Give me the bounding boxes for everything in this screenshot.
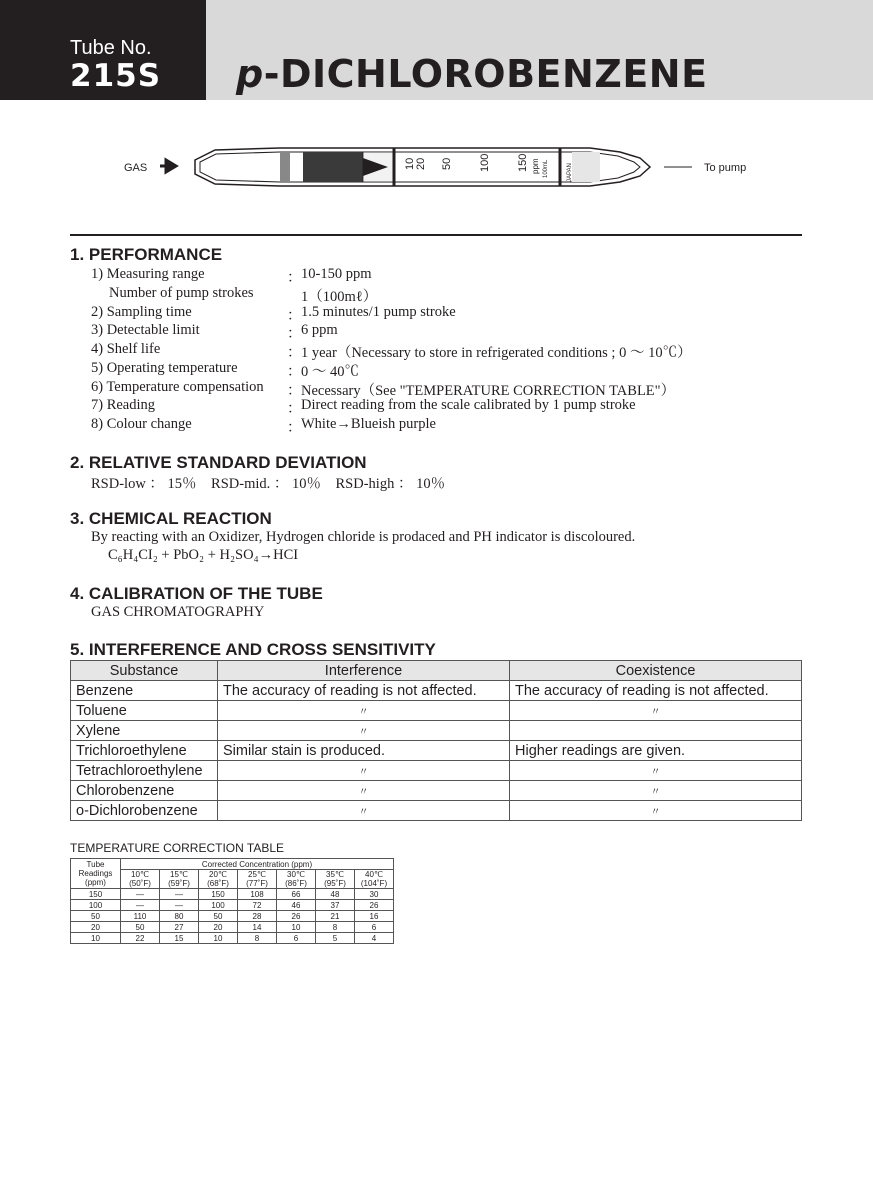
value-cell: 50 xyxy=(121,922,160,933)
value-cell: 22 xyxy=(121,933,160,944)
performance-label: Number of pump strokes xyxy=(109,285,254,301)
interference-cell: Similar stain is produced. xyxy=(218,741,510,761)
substance-cell: Toluene xyxy=(71,701,218,721)
value-cell: 46 xyxy=(277,900,316,911)
value-cell: 30 xyxy=(355,889,394,900)
interference-cell: 〃 xyxy=(218,761,510,781)
value-cell: 150 xyxy=(199,889,238,900)
gas-arrow-icon xyxy=(160,160,176,172)
colon: ： xyxy=(287,308,302,324)
value-cell: 26 xyxy=(277,911,316,922)
table-row xyxy=(71,761,802,781)
performance-label: 6) Temperature compensation xyxy=(91,379,264,395)
value-cell: 110 xyxy=(121,911,160,922)
coexistence-cell: 〃 xyxy=(510,781,802,801)
performance-value: White→Blueish purple xyxy=(301,416,436,432)
colon: ： xyxy=(287,270,302,286)
colon: ： xyxy=(287,345,302,361)
divider xyxy=(70,234,802,236)
reading-cell: 10 xyxy=(71,933,121,944)
scale-unit: ppm xyxy=(531,158,540,174)
value-cell: 8 xyxy=(316,922,355,933)
value-cell: 10 xyxy=(277,922,316,933)
temp-header: 20℃ (68˚F) xyxy=(199,870,238,889)
value-cell: 100 xyxy=(199,900,238,911)
reaction-equation: C₆H₄CI₂ + PbO₂ + H₂SO₄→HCI xyxy=(108,547,299,563)
substance-cell: Benzene xyxy=(71,681,218,701)
temp-header: 30℃ (86˚F) xyxy=(277,870,316,889)
value-cell: 6 xyxy=(277,933,316,944)
performance-value: 10-150 ppm xyxy=(301,266,372,282)
temp-header: 15℃ (59˚F) xyxy=(160,870,199,889)
column-header: Coexistence xyxy=(510,661,802,681)
corner-header: Tube Readings (ppm) xyxy=(71,859,121,889)
table-row xyxy=(71,911,394,922)
table-header-row xyxy=(71,661,802,681)
colon: ： xyxy=(287,420,302,436)
temp-correction-table xyxy=(70,858,394,944)
table-row xyxy=(71,933,394,944)
colon: ： xyxy=(287,383,302,399)
group-header: Corrected Concentration (ppm) xyxy=(121,859,394,870)
table-row xyxy=(71,922,394,933)
tube-label: Tube No. xyxy=(70,37,152,59)
table-row xyxy=(71,900,394,911)
substance-cell: Chlorobenzene xyxy=(71,781,218,801)
performance-value: 1.5 minutes/1 pump stroke xyxy=(301,304,456,320)
table-row xyxy=(71,701,802,721)
performance-value: 1 year（Necessary to store in refrigerated conditions ; 0 ～ 10℃） xyxy=(301,345,692,361)
pump-label: To pump xyxy=(704,162,747,174)
reagent-layer xyxy=(303,152,363,182)
value-cell: 27 xyxy=(160,922,199,933)
interference-cell: The accuracy of reading is not affected. xyxy=(218,681,510,701)
temp-header: 40℃ (104˚F) xyxy=(355,870,394,889)
performance-value: 1（100mℓ） xyxy=(301,289,378,305)
value-cell: — xyxy=(160,900,199,911)
temp-table-title: TEMPERATURE CORRECTION TABLE xyxy=(70,841,285,855)
substance-cell: Xylene xyxy=(71,721,218,741)
scale-tick-50: 50 xyxy=(441,157,453,170)
temp-header: 25℃ (77˚F) xyxy=(238,870,277,889)
value-cell: 37 xyxy=(316,900,355,911)
title-prefix: p xyxy=(236,52,264,96)
reaction-text: By reacting with an Oxidizer, Hydrogen chloride is prodaced and PH indicator is discoloured. xyxy=(91,529,636,545)
coexistence-cell: 〃 xyxy=(510,761,802,781)
value-cell: 28 xyxy=(238,911,277,922)
column-header: Substance xyxy=(71,661,218,681)
substance-cell: Tetrachloroethylene xyxy=(71,761,218,781)
coexistence-cell: Higher readings are given. xyxy=(510,741,802,761)
value-cell: 66 xyxy=(277,889,316,900)
tube-number: 215S xyxy=(70,58,162,94)
value-cell: — xyxy=(160,889,199,900)
value-cell: — xyxy=(121,889,160,900)
performance-value: Direct reading from the scale calibrated by 1 pump stroke xyxy=(301,397,636,413)
reading-cell: 100 xyxy=(71,900,121,911)
table-row xyxy=(71,801,802,821)
table-row xyxy=(71,781,802,801)
value-cell: 48 xyxy=(316,889,355,900)
value-cell: 10 xyxy=(199,933,238,944)
table-header-row xyxy=(71,859,394,870)
tube-number-block xyxy=(0,0,206,100)
coexistence-cell: 〃 xyxy=(510,701,802,721)
performance-label: 4) Shelf life xyxy=(91,341,161,357)
scale-tick-100: 100 xyxy=(479,153,491,172)
temp-header: 10℃ (50˚F) xyxy=(121,870,160,889)
substance-cell: o-Dichlorobenzene xyxy=(71,801,218,821)
substance-cell: Trichloroethylene xyxy=(71,741,218,761)
scale-tick-150: 150 xyxy=(517,153,529,172)
page-title xyxy=(236,52,708,96)
performance-label: 7) Reading xyxy=(91,397,156,413)
table-row xyxy=(71,741,802,761)
interference-heading: 5. INTERFERENCE AND CROSS SENSITIVITY xyxy=(70,640,436,659)
scale-tick-10: 10 xyxy=(404,157,416,170)
value-cell: 72 xyxy=(238,900,277,911)
value-cell: 5 xyxy=(316,933,355,944)
table-row xyxy=(71,721,802,741)
performance-heading: 1. PERFORMANCE xyxy=(70,245,223,264)
reading-cell: 20 xyxy=(71,922,121,933)
colon: ： xyxy=(287,401,302,417)
maker-label: JAPAN xyxy=(567,163,573,182)
title-main: -DICHLOROBENZENE xyxy=(263,52,708,96)
interference-cell: 〃 xyxy=(218,801,510,821)
performance-label: 5) Operating temperature xyxy=(91,360,238,376)
interference-table xyxy=(70,660,802,821)
reading-cell: 150 xyxy=(71,889,121,900)
colon: ： xyxy=(287,364,302,380)
performance-value: 0 ～ 40℃ xyxy=(301,364,359,380)
reaction-heading: 3. CHEMICAL REACTION xyxy=(70,509,272,528)
gas-label: GAS xyxy=(124,162,148,174)
value-cell: 80 xyxy=(160,911,199,922)
value-cell: 108 xyxy=(238,889,277,900)
value-cell: 21 xyxy=(316,911,355,922)
table-row xyxy=(71,681,802,701)
column-header: Interference xyxy=(218,661,510,681)
performance-label: 8) Colour change xyxy=(91,416,192,432)
value-cell: 14 xyxy=(238,922,277,933)
scale-tick-20: 20 xyxy=(415,157,427,170)
rsd-text: RSD-low ： 15％ RSD-mid. ： 10％ RSD-high ： 10％ xyxy=(91,476,446,492)
performance-value: 6 ppm xyxy=(301,322,338,338)
coexistence-cell: 〃 xyxy=(510,801,802,821)
performance-label: 1) Measuring range xyxy=(91,266,205,282)
value-cell: 4 xyxy=(355,933,394,944)
value-cell: 26 xyxy=(355,900,394,911)
calibration-heading: 4. CALIBRATION OF THE TUBE xyxy=(70,584,323,603)
value-cell: 8 xyxy=(238,933,277,944)
calibration-text: GAS CHROMATOGRAPHY xyxy=(91,604,265,620)
reading-cell: 50 xyxy=(71,911,121,922)
tube-plug xyxy=(280,152,290,182)
interference-cell: 〃 xyxy=(218,721,510,741)
table-row xyxy=(71,889,394,900)
interference-cell: 〃 xyxy=(218,781,510,801)
value-cell: 6 xyxy=(355,922,394,933)
coexistence-cell xyxy=(510,721,802,741)
rsd-heading: 2. RELATIVE STANDARD DEVIATION xyxy=(70,453,367,472)
tube-end-fill xyxy=(572,152,600,182)
coexistence-cell: The accuracy of reading is not affected. xyxy=(510,681,802,701)
value-cell: 50 xyxy=(199,911,238,922)
value-cell: — xyxy=(121,900,160,911)
scale-volume: 100mL xyxy=(543,159,549,178)
performance-value: Necessary（See "TEMPERATURE CORRECTION TABLE"） xyxy=(301,383,676,399)
performance-label: 3) Detectable limit xyxy=(91,322,200,338)
tube-diagram xyxy=(120,140,760,195)
performance-label: 2) Sampling time xyxy=(91,304,192,320)
temp-header: 35℃ (95˚F) xyxy=(316,870,355,889)
value-cell: 15 xyxy=(160,933,199,944)
value-cell: 20 xyxy=(199,922,238,933)
interference-cell: 〃 xyxy=(218,701,510,721)
value-cell: 16 xyxy=(355,911,394,922)
title-block xyxy=(206,0,873,100)
colon: ： xyxy=(287,326,302,342)
